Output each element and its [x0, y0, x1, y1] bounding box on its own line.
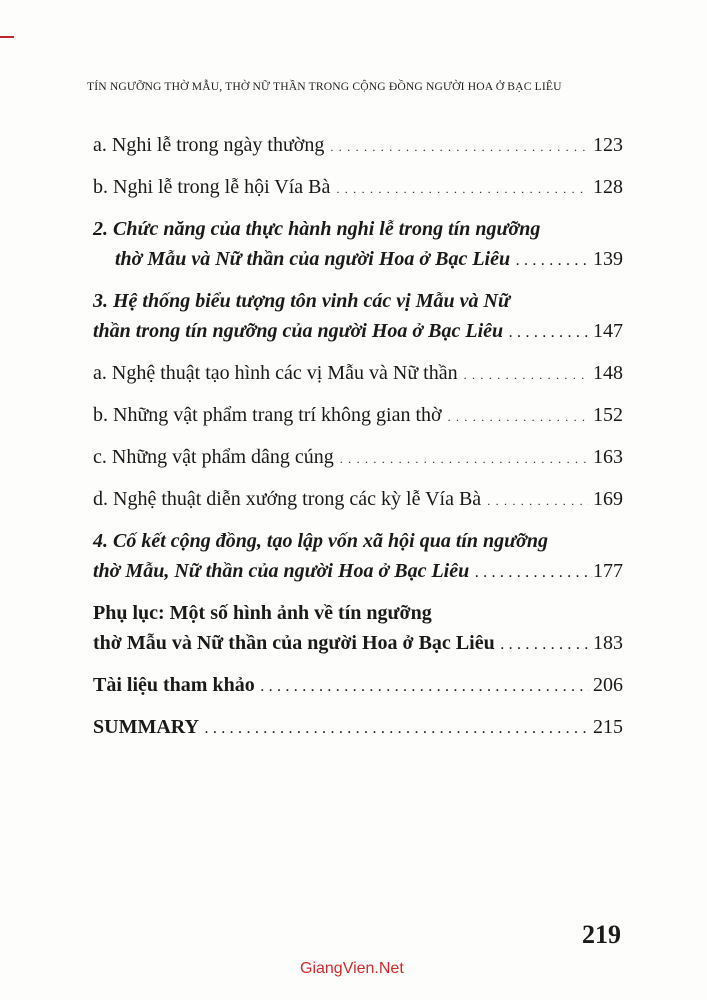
watermark: GiangVien.Net — [300, 960, 404, 977]
toc-page-number: 169 — [593, 488, 623, 510]
dot-leader — [448, 400, 589, 432]
toc-section-3 — [93, 286, 623, 348]
toc-entry — [93, 442, 623, 474]
toc-entry-text: 2. Chức năng của thực hành nghi lễ trong tín ngưỡng — [93, 218, 541, 240]
dot-leader — [487, 484, 589, 516]
dot-leader — [501, 628, 589, 660]
toc-entry-text: c. Những vật phẩm dâng cúng — [93, 446, 334, 468]
toc-entry-text: d. Nghệ thuật diễn xướng trong các kỳ lễ Vía Bà — [93, 488, 482, 510]
toc-entry — [93, 358, 623, 390]
toc-page-number: 215 — [593, 716, 623, 738]
toc-page-number: 128 — [593, 176, 623, 198]
toc-entry-text: 4. Cố kết cộng đồng, tạo lập vốn xã hội qua tín ngưỡng — [93, 530, 549, 552]
toc-page-number: 163 — [593, 446, 623, 468]
toc-entry-text: Phụ lục: Một số hình ảnh về tín ngưỡng — [93, 602, 432, 624]
toc-entry-text: thờ Mẫu và Nữ thần của người Hoa ở Bạc Liêu — [93, 632, 495, 654]
toc-entry-text: thờ Mẫu và Nữ thần của người Hoa ở Bạc Liêu — [115, 248, 511, 270]
toc-entry-text: thần trong tín ngưỡng của người Hoa ở Bạc Liêu — [93, 320, 504, 342]
toc-page-number: 148 — [593, 362, 623, 384]
toc-entry — [93, 712, 623, 744]
dot-leader — [340, 442, 589, 474]
running-header: TÍN NGƯỠNG THỜ MẪU, THỜ NỮ THẦN TRONG CỘNG ĐỒNG NGƯỜI HOA Ở BẠC LIÊU — [87, 80, 562, 93]
dot-leader — [509, 316, 589, 348]
toc-section-4 — [93, 526, 623, 588]
toc-page-number: 177 — [593, 560, 623, 582]
toc-page-number: 183 — [593, 632, 623, 654]
toc-entry-text: 3. Hệ thống biểu tượng tôn vinh các vị Mẫu và Nữ — [93, 290, 510, 312]
toc-page-number: 147 — [593, 320, 623, 342]
toc-page-number: 206 — [593, 674, 623, 696]
toc-page-number: 123 — [593, 134, 623, 156]
dot-leader — [516, 244, 589, 276]
toc-entry — [93, 172, 623, 204]
toc-appendix — [93, 598, 623, 660]
toc-entry-text: thờ Mẫu, Nữ thần của người Hoa ở Bạc Liêu — [93, 560, 470, 582]
toc-entry-text: Tài liệu tham khảo — [93, 674, 255, 696]
table-of-contents — [93, 130, 623, 754]
dot-leader — [205, 712, 589, 744]
dot-leader — [261, 670, 589, 702]
toc-entry-text: b. Những vật phẩm trang trí không gian thờ — [93, 404, 442, 426]
toc-entry — [93, 670, 623, 702]
dot-leader — [464, 358, 589, 390]
page-number: 219 — [582, 920, 621, 949]
toc-entry — [93, 484, 623, 516]
toc-page-number: 152 — [593, 404, 623, 426]
toc-entry — [93, 400, 623, 432]
dot-leader — [330, 130, 589, 162]
dot-leader — [475, 556, 589, 588]
dot-leader — [336, 172, 589, 204]
corner-mark — [0, 36, 14, 38]
toc-section-2 — [93, 214, 623, 276]
toc-page-number: 139 — [593, 248, 623, 270]
toc-entry-text: a. Nghi lễ trong ngày thường — [93, 134, 325, 156]
toc-entry-text: SUMMARY — [93, 716, 199, 738]
toc-entry-text: a. Nghệ thuật tạo hình các vị Mẫu và Nữ thần — [93, 362, 458, 384]
toc-entry-text: b. Nghi lễ trong lễ hội Vía Bà — [93, 176, 331, 198]
toc-entry — [93, 130, 623, 162]
